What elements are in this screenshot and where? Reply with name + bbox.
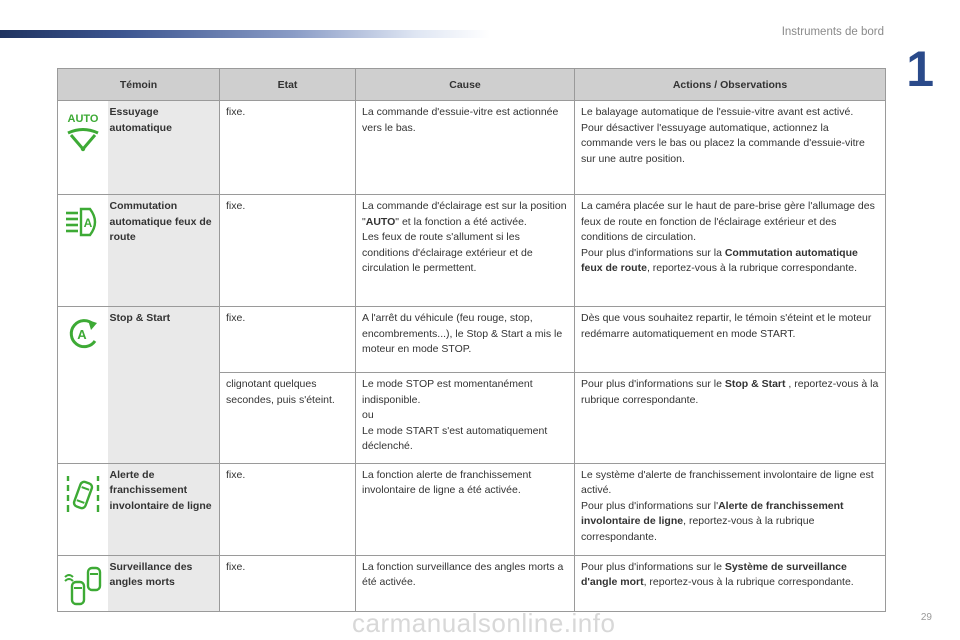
header-gradient-bar (0, 30, 490, 38)
cause-cell: La fonction surveillance des angles morts a été activée. (356, 555, 575, 611)
actions-cell: Pour plus d'informations sur le Stop & Start , reportez-vous à la rubrique correspondante. (575, 373, 886, 464)
etat-cell: clignotant quelques secondes, puis s'éteint. (220, 373, 356, 464)
actions-cell: Le balayage automatique de l'essuie-vitre avant est activé. Pour désactiver l'essuyage automatique, actionnez la commande vers le bas ou placez la commande d'essuie-vitre sur une autre position. (575, 101, 886, 195)
indicator-name: Alerte de franchissement involontaire de ligne (108, 463, 220, 555)
svg-text:AUTO: AUTO (67, 113, 99, 125)
indicator-name: Surveillance des angles morts (108, 555, 220, 611)
column-header-actions: Actions / Observations (575, 69, 886, 101)
table-row-stop-start (58, 307, 886, 373)
stop-start-icon (64, 317, 102, 351)
indicator-table (57, 68, 886, 612)
table-row-high-beam (58, 195, 886, 307)
etat-cell: fixe. (220, 101, 356, 195)
section-title: Instruments de bord (781, 26, 884, 38)
svg-text:A: A (77, 327, 87, 342)
chapter-number: 1 (906, 41, 934, 97)
icon-cell (58, 195, 108, 307)
etat-cell: fixe. (220, 307, 356, 373)
cause-cell: La commande d'essuie-vitre est actionnée vers le bas. (356, 101, 575, 195)
blind-spot-icon (64, 566, 104, 606)
column-header-etat: Etat (220, 69, 356, 101)
actions-cell: Le système d'alerte de franchissement involontaire de ligne est activé. Pour plus d'informations sur l'Alerte de franchissement involontaire de ligne, reportez-vous à la rubrique correspondante. (575, 463, 886, 555)
indicator-name: Essuyage automatique (108, 101, 220, 195)
icon-cell (58, 463, 108, 555)
watermark: carmanualsonline.info (352, 608, 616, 638)
etat-cell: fixe. (220, 463, 356, 555)
column-header-temoin: Témoin (58, 69, 220, 101)
table-row-lane-departure (58, 463, 886, 555)
table-row-wiper (58, 101, 886, 195)
cause-cell: La fonction alerte de franchissement involontaire de ligne a été activée. (356, 463, 575, 555)
icon-cell (58, 101, 108, 195)
table-row-blind-spot (58, 555, 886, 611)
icon-cell (58, 307, 108, 464)
auto-high-beam-icon (64, 205, 102, 239)
etat-cell: fixe. (220, 195, 356, 307)
indicator-name: Commutation automatique feux de route (108, 195, 220, 307)
table-header-row (58, 69, 886, 101)
lane-departure-icon (64, 474, 102, 516)
etat-cell: fixe. (220, 555, 356, 611)
actions-cell: Dès que vous souhaitez repartir, le témoin s'éteint et le moteur redémarre automatiquement en mode START. (575, 307, 886, 373)
cause-cell: Le mode STOP est momentanément indisponible. ou Le mode START s'est automatiquement déclenché. (356, 373, 575, 464)
indicator-name: Stop & Start (108, 307, 220, 464)
svg-text:A: A (83, 216, 93, 230)
cause-cell: A l'arrêt du véhicule (feu rouge, stop, encombrements...), le Stop & Start a mis le moteur en mode STOP. (356, 307, 575, 373)
actions-cell: Pour plus d'informations sur le Système de surveillance d'angle mort, reportez-vous à la rubrique correspondante. (575, 555, 886, 611)
icon-cell (58, 555, 108, 611)
cause-cell: La commande d'éclairage est sur la position "AUTO" et la fonction a été activée. Les feux de route s'allument si les conditions d'éclairage extérieur et de circulation le permettent. (356, 195, 575, 307)
column-header-cause: Cause (356, 69, 575, 101)
actions-cell: La caméra placée sur le haut de pare-brise gère l'allumage des feux de route en fonction de l'éclairage extérieur et des conditions de circulation. Pour plus d'informations sur la Commutation automatique feux de route, reportez-vous à la rubrique correspondante. (575, 195, 886, 307)
page-number: 29 (920, 612, 932, 623)
auto-wiper-icon (64, 111, 102, 159)
